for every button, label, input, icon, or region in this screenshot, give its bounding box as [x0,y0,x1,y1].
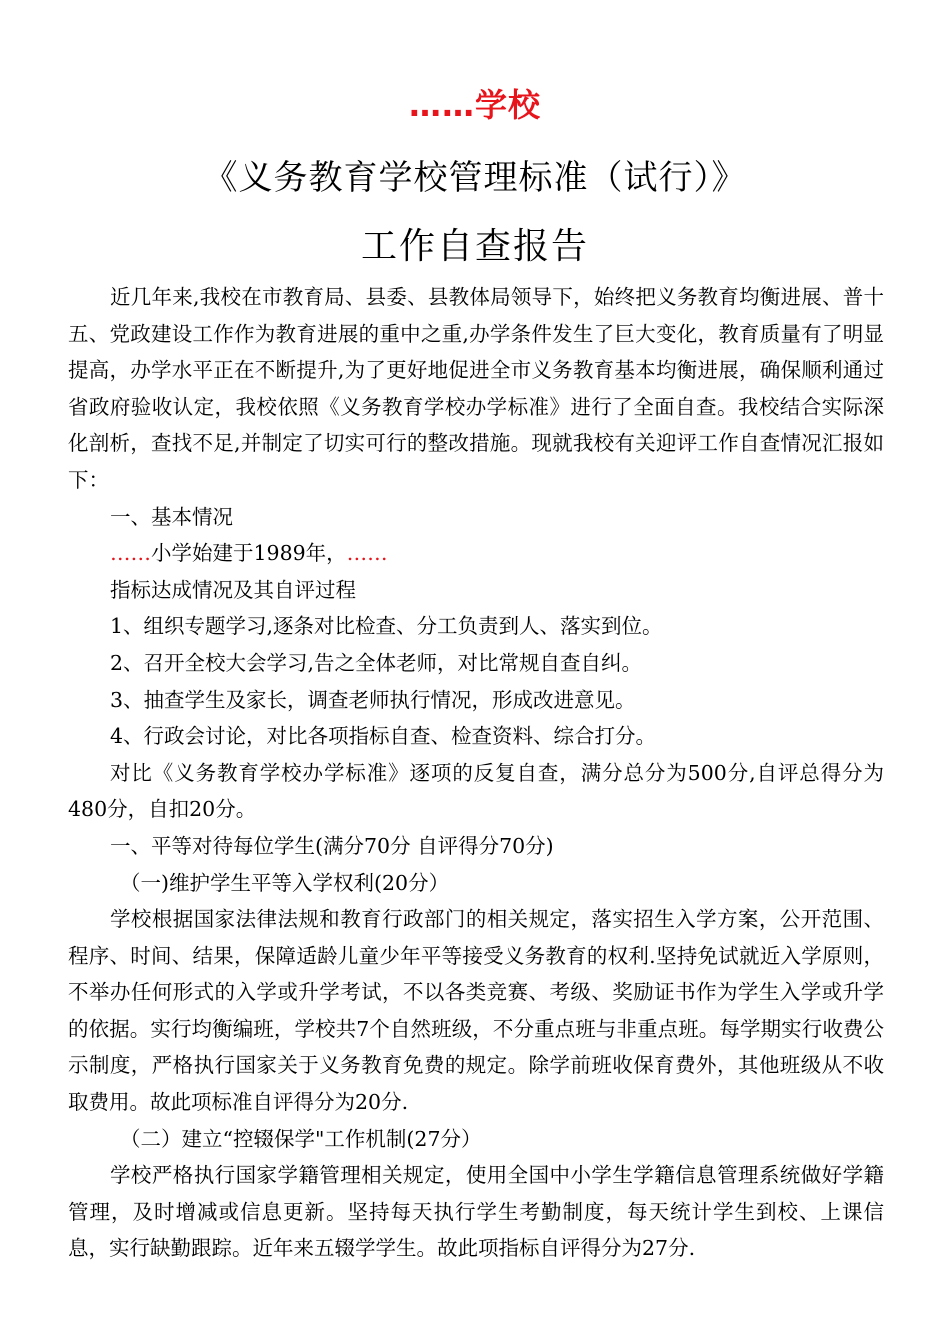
process-item: 4、行政会讨论，对比各项指标自查、检查资料、综合打分。 [110,724,657,749]
enrollment-paragraph: 学校根据国家法律法规和教育行政部门的相关规定，落实招生入学方案，公开范围、程序、时间、结果，保障适龄儿童少年平等接受义务教育的权利.坚持免试就近入学原则，不举办任何形式的入学或升学考试，不以各类竞赛、考级、奖励证书作为学生入学或升学的依据。实行均衡编班，学校共7个自然班级，不分重点班与非重点班。每学期实行收费公示制度，严格执行国家关于义务教育免费的规定。除学前班收保育费外，其他班级从不收取费用。故此项标准自评得分为20分. [68,907,884,1115]
subsection-heading-dropout-control: （二）建立“控辍保学"工作机制(27分） [120,1126,482,1151]
redacted-placeholder: …… [346,541,388,566]
subsection-heading-enrollment: （一)维护学生平等入学权利(20分） [120,870,450,895]
process-item: 3、抽查学生及家长，调查老师执行情况，形成改进意见。 [110,687,636,712]
report-body [68,279,884,1267]
process-item: 1、组织专题学习,逐条对比检查、分工负责到人、落实到位。 [110,614,663,639]
section-heading-basic: 一、基本情况 [110,504,233,529]
document-subtitle: 工作自查报告 [360,226,589,267]
redacted-placeholder: …… [110,541,151,566]
school-name-title: ……学校 [408,86,541,124]
intro-paragraph: 近几年来,我校在市教育局、县委、县教体局领导下，始终把义务教育均衡进展、普十五、党政建设工作作为教育进展的重中之重,办学条件发生了巨大变化，教育质量有了明显提高，办学水平正在不断提升,为了更好地促进全市义务教育基本均衡进展，确保顺利通过省政府验收认定，我校依照《义务教育学校办学标准》进行了全面自查。我校结合实际深化剖析，查找不足,并制定了切实可行的整改措施。现就我校有关迎评工作自查情况汇报如下： [68,285,884,492]
process-item: 2、召开全校大会学习,告之全体老师，对比常规自查自纠。 [110,650,643,675]
basic-info-text: 小学始建于1989年， [151,541,347,566]
document-title: 《义务教育学校管理标准（试行）》 [203,158,747,198]
process-heading: 指标达成情况及其自评过程 [110,577,356,602]
dropout-control-paragraph: 学校严格执行国家学籍管理相关规定，使用全国中小学生学籍信息管理系统做好学籍管理，及时增减或信息更新。坚持每天执行学生考勤制度，每天统计学生到校、上课信息，实行缺勤跟踪。近年来五辍学学生。故此项指标自评得分为27分. [68,1163,884,1261]
section-heading-equal-treatment: 一、平等对待每位学生(满分70分 自评得分70分) [110,833,554,858]
score-summary-paragraph: 对比《义务教育学校办学标准》逐项的反复自查，满分总分为500分,自评总得分为480分，自扣20分。 [68,760,884,822]
basic-info-line [68,535,884,572]
